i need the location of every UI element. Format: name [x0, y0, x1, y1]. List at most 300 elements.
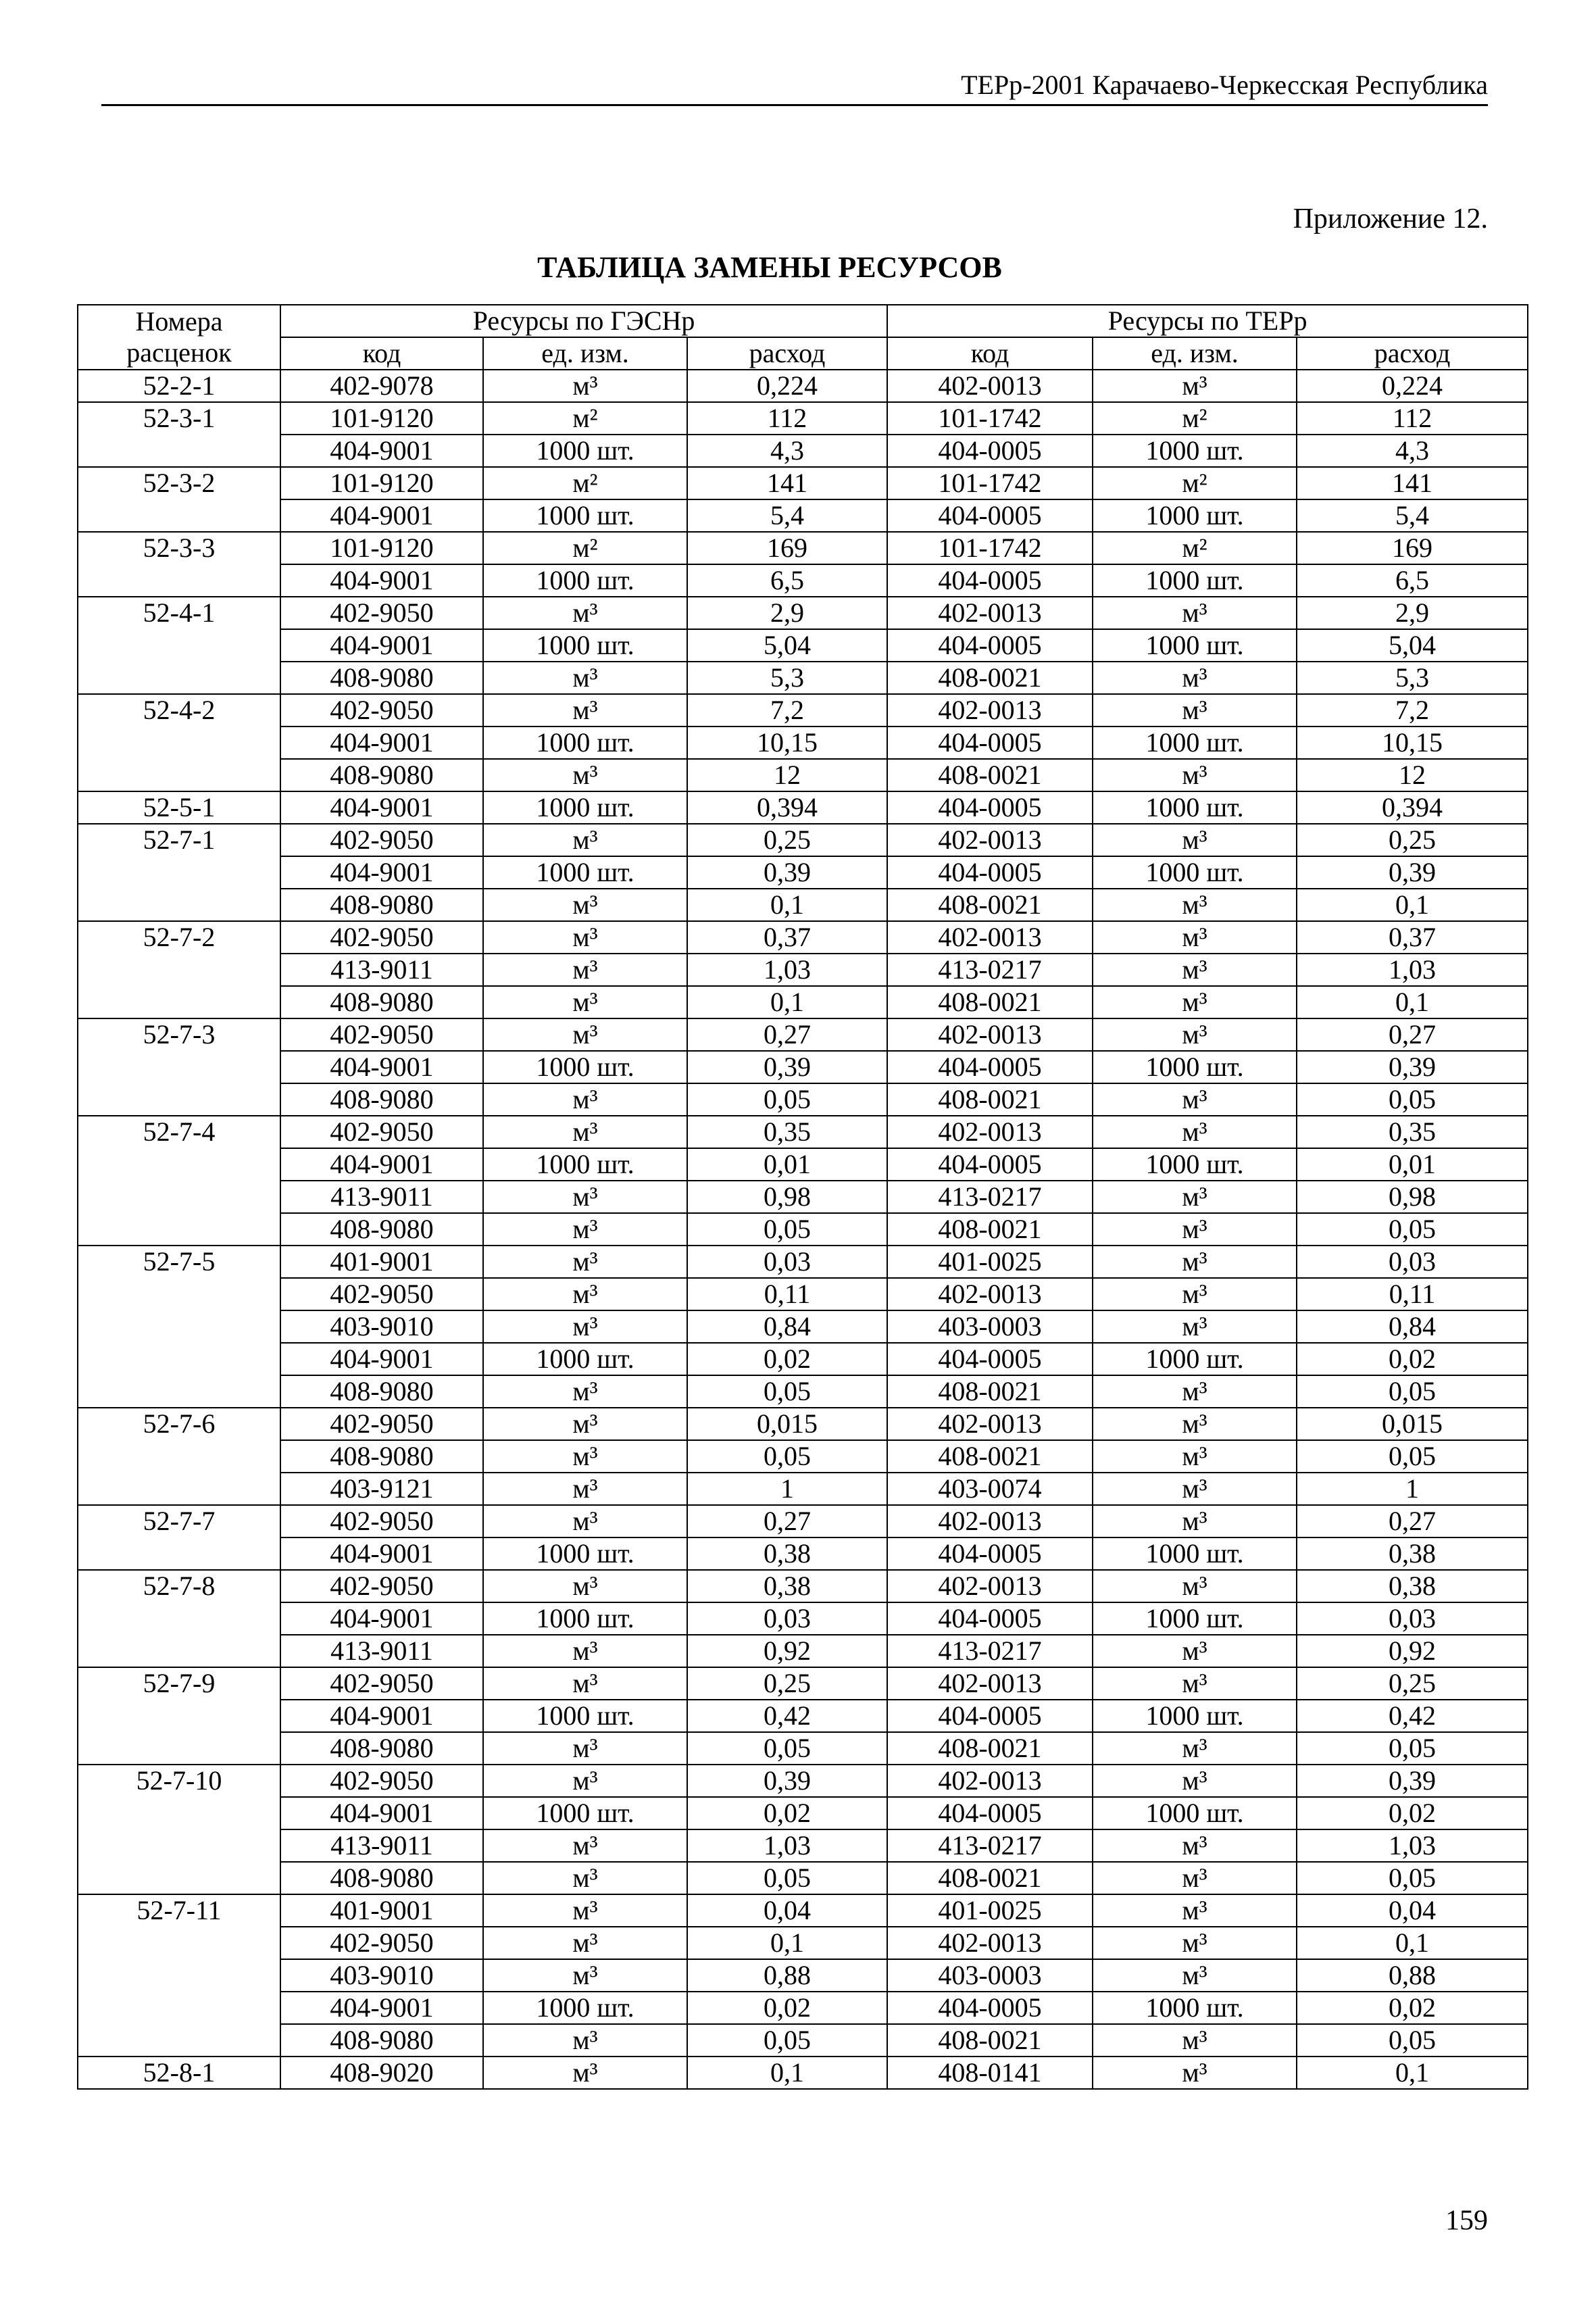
terr-unit-cell: 1000 шт. [1093, 1797, 1297, 1829]
terr-unit-cell: 1000 шт. [1093, 727, 1297, 759]
terr-code-cell: 403-0003 [887, 1959, 1093, 1992]
terr-unit-cell: м³ [1093, 1018, 1297, 1051]
terr-consumption-cell: 12 [1297, 759, 1528, 791]
gesnr-code-cell: 413-9011 [280, 1181, 483, 1213]
terr-code-cell: 402-0013 [887, 694, 1093, 727]
gesnr-code-cell: 408-9080 [280, 1440, 483, 1473]
gesnr-consumption-cell: 0,04 [687, 1894, 887, 1927]
gesnr-code-cell: 402-9050 [280, 1278, 483, 1310]
table-row [78, 2024, 1528, 2057]
rate-number-cell [78, 1700, 280, 1732]
gesnr-unit-cell: 1000 шт. [483, 1797, 687, 1829]
terr-consumption-cell: 0,25 [1297, 824, 1528, 856]
terr-consumption-cell: 0,27 [1297, 1018, 1528, 1051]
gesnr-unit-cell: м² [483, 532, 687, 564]
rate-number-cell [78, 1862, 280, 1894]
gesnr-consumption-cell: 0,39 [687, 1051, 887, 1083]
gesnr-consumption-cell: 0,98 [687, 1181, 887, 1213]
rate-number-cell: 52-3-3 [78, 532, 280, 564]
gesnr-unit-cell: 1000 шт. [483, 499, 687, 532]
terr-unit-cell: 1000 шт. [1093, 1700, 1297, 1732]
terr-consumption-cell: 0,01 [1297, 1148, 1528, 1181]
terr-code-cell: 404-0005 [887, 629, 1093, 662]
rate-number-cell [78, 1148, 280, 1181]
rate-number-cell [78, 1278, 280, 1310]
col-header-terr: Ресурсы по ТЕРр [887, 305, 1528, 337]
gesnr-code-cell: 101-9120 [280, 467, 483, 499]
terr-code-cell: 403-0003 [887, 1310, 1093, 1343]
table-row [78, 1537, 1528, 1570]
gesnr-code-cell: 401-9001 [280, 1894, 483, 1927]
gesnr-unit-cell: м³ [483, 1310, 687, 1343]
terr-code-cell: 408-0021 [887, 1862, 1093, 1894]
table-row [78, 1278, 1528, 1310]
terr-code-cell: 404-0005 [887, 499, 1093, 532]
rate-number-cell: 52-7-2 [78, 921, 280, 954]
gesnr-code-cell: 402-9050 [280, 1018, 483, 1051]
terr-unit-cell: м³ [1093, 889, 1297, 921]
gesnr-unit-cell: 1000 шт. [483, 856, 687, 889]
gesnr-consumption-cell: 0,37 [687, 921, 887, 954]
rate-number-cell: 52-4-1 [78, 597, 280, 629]
gesnr-unit-cell: м³ [483, 1732, 687, 1765]
gesnr-code-cell: 408-9080 [280, 759, 483, 791]
terr-consumption-cell: 0,37 [1297, 921, 1528, 954]
terr-code-cell: 402-0013 [887, 1505, 1093, 1537]
rate-number-cell [78, 1375, 280, 1408]
gesnr-unit-cell: 1000 шт. [483, 1992, 687, 2024]
rate-number-cell [78, 1051, 280, 1083]
terr-consumption-cell: 0,88 [1297, 1959, 1528, 1992]
col-header-gesnr-code: код [280, 337, 483, 370]
gesnr-code-cell: 413-9011 [280, 954, 483, 986]
terr-unit-cell: 1000 шт. [1093, 1343, 1297, 1375]
terr-unit-cell: м³ [1093, 759, 1297, 791]
terr-consumption-cell: 169 [1297, 532, 1528, 564]
rate-number-cell: 52-7-11 [78, 1894, 280, 1927]
col-header-gesnr: Ресурсы по ГЭСНр [280, 305, 887, 337]
terr-unit-cell: м² [1093, 467, 1297, 499]
terr-consumption-cell: 7,2 [1297, 694, 1528, 727]
gesnr-consumption-cell: 0,1 [687, 889, 887, 921]
gesnr-consumption-cell: 0,38 [687, 1570, 887, 1602]
terr-consumption-cell: 0,1 [1297, 986, 1528, 1018]
gesnr-unit-cell: м³ [483, 1181, 687, 1213]
table-row [78, 986, 1528, 1018]
terr-unit-cell: м³ [1093, 694, 1297, 727]
terr-code-cell: 404-0005 [887, 791, 1093, 824]
gesnr-unit-cell: м³ [483, 662, 687, 694]
col-header-terr-code: код [887, 337, 1093, 370]
gesnr-code-cell: 408-9080 [280, 1732, 483, 1765]
gesnr-unit-cell: м³ [483, 597, 687, 629]
gesnr-code-cell: 408-9080 [280, 1375, 483, 1408]
table-row [78, 1635, 1528, 1667]
rate-number-cell [78, 986, 280, 1018]
terr-code-cell: 404-0005 [887, 856, 1093, 889]
terr-code-cell: 401-0025 [887, 1894, 1093, 1927]
rate-number-cell [78, 1537, 280, 1570]
terr-consumption-cell: 1,03 [1297, 954, 1528, 986]
table-row [78, 1667, 1528, 1700]
rate-number-cell [78, 954, 280, 986]
terr-unit-cell: 1000 шт. [1093, 1051, 1297, 1083]
rate-number-cell [78, 1732, 280, 1765]
gesnr-unit-cell: м³ [483, 1829, 687, 1862]
terr-code-cell: 101-1742 [887, 532, 1093, 564]
gesnr-code-cell: 408-9080 [280, 889, 483, 921]
running-header [101, 66, 1488, 106]
gesnr-code-cell: 404-9001 [280, 791, 483, 824]
col-header-terr-unit: ед. изм. [1093, 337, 1297, 370]
gesnr-consumption-cell: 0,05 [687, 1213, 887, 1246]
terr-code-cell: 408-0021 [887, 1083, 1093, 1116]
col-header-gesnr-unit: ед. изм. [483, 337, 687, 370]
gesnr-consumption-cell: 12 [687, 759, 887, 791]
gesnr-code-cell: 403-9010 [280, 1959, 483, 1992]
rate-number-cell: 52-5-1 [78, 791, 280, 824]
gesnr-consumption-cell: 6,5 [687, 564, 887, 597]
terr-consumption-cell: 1,03 [1297, 1829, 1528, 1862]
gesnr-unit-cell: 1000 шт. [483, 791, 687, 824]
terr-code-cell: 404-0005 [887, 564, 1093, 597]
table-row [78, 791, 1528, 824]
col-header-terr-consumption: расход [1297, 337, 1528, 370]
gesnr-unit-cell: м³ [483, 1473, 687, 1505]
terr-unit-cell: м³ [1093, 1894, 1297, 1927]
rate-number-cell: 52-7-8 [78, 1570, 280, 1602]
terr-unit-cell: м³ [1093, 2057, 1297, 2089]
gesnr-unit-cell: м³ [483, 1375, 687, 1408]
terr-consumption-cell: 1 [1297, 1473, 1528, 1505]
terr-unit-cell: м³ [1093, 1635, 1297, 1667]
page-number: 159 [1445, 2205, 1488, 2236]
table-row [78, 1732, 1528, 1765]
running-header-title: ТЕРр-2001 Карачаево-Черкесская Республика [961, 70, 1488, 100]
rate-number-cell [78, 856, 280, 889]
table-row [78, 1473, 1528, 1505]
table-row [78, 1894, 1528, 1927]
gesnr-consumption-cell: 2,9 [687, 597, 887, 629]
gesnr-consumption-cell: 0,224 [687, 370, 887, 402]
rate-number-cell [78, 1310, 280, 1343]
gesnr-consumption-cell: 1,03 [687, 1829, 887, 1862]
terr-unit-cell: м³ [1093, 1440, 1297, 1473]
gesnr-consumption-cell: 0,05 [687, 1732, 887, 1765]
col-header-rate-numbers: Номера расценок [78, 305, 280, 370]
terr-unit-cell: м³ [1093, 662, 1297, 694]
rate-number-cell [78, 1829, 280, 1862]
terr-consumption-cell: 141 [1297, 467, 1528, 499]
gesnr-consumption-cell: 0,25 [687, 1667, 887, 1700]
gesnr-consumption-cell: 1,03 [687, 954, 887, 986]
table-row [78, 1213, 1528, 1246]
gesnr-unit-cell: 1000 шт. [483, 1343, 687, 1375]
terr-unit-cell: м³ [1093, 1278, 1297, 1310]
terr-consumption-cell: 0,05 [1297, 1862, 1528, 1894]
table-row [78, 629, 1528, 662]
table-body [78, 370, 1528, 2089]
terr-consumption-cell: 4,3 [1297, 435, 1528, 467]
table-row [78, 532, 1528, 564]
gesnr-consumption-cell: 7,2 [687, 694, 887, 727]
rate-number-cell [78, 1927, 280, 1959]
rate-number-cell [78, 1959, 280, 1992]
gesnr-unit-cell: 1000 шт. [483, 727, 687, 759]
terr-code-cell: 402-0013 [887, 824, 1093, 856]
rate-number-cell [78, 1083, 280, 1116]
rate-number-cell: 52-7-9 [78, 1667, 280, 1700]
gesnr-code-cell: 402-9050 [280, 1570, 483, 1602]
terr-consumption-cell: 0,27 [1297, 1505, 1528, 1537]
gesnr-code-cell: 402-9050 [280, 824, 483, 856]
terr-code-cell: 402-0013 [887, 1278, 1093, 1310]
terr-unit-cell: м³ [1093, 1959, 1297, 1992]
gesnr-consumption-cell: 0,05 [687, 1862, 887, 1894]
terr-unit-cell: м² [1093, 402, 1297, 435]
table-row [78, 1148, 1528, 1181]
gesnr-consumption-cell: 0,39 [687, 1765, 887, 1797]
terr-consumption-cell: 2,9 [1297, 597, 1528, 629]
terr-consumption-cell: 0,38 [1297, 1570, 1528, 1602]
gesnr-consumption-cell: 0,42 [687, 1700, 887, 1732]
terr-unit-cell: м³ [1093, 370, 1297, 402]
gesnr-code-cell: 403-9121 [280, 1473, 483, 1505]
terr-unit-cell: м² [1093, 532, 1297, 564]
terr-consumption-cell: 0,39 [1297, 1051, 1528, 1083]
terr-consumption-cell: 0,11 [1297, 1278, 1528, 1310]
gesnr-code-cell: 404-9001 [280, 435, 483, 467]
terr-unit-cell: 1000 шт. [1093, 499, 1297, 532]
gesnr-code-cell: 402-9050 [280, 694, 483, 727]
gesnr-consumption-cell: 5,3 [687, 662, 887, 694]
gesnr-code-cell: 101-9120 [280, 402, 483, 435]
table-row [78, 1246, 1528, 1278]
gesnr-code-cell: 402-9050 [280, 1667, 483, 1700]
terr-code-cell: 404-0005 [887, 1992, 1093, 2024]
table-row [78, 694, 1528, 727]
rate-number-cell [78, 727, 280, 759]
gesnr-unit-cell: м³ [483, 1894, 687, 1927]
terr-unit-cell: 1000 шт. [1093, 1602, 1297, 1635]
gesnr-unit-cell: м³ [483, 1570, 687, 1602]
terr-consumption-cell: 0,05 [1297, 1440, 1528, 1473]
gesnr-consumption-cell: 0,1 [687, 986, 887, 1018]
gesnr-consumption-cell: 0,84 [687, 1310, 887, 1343]
terr-code-cell: 404-0005 [887, 1343, 1093, 1375]
terr-code-cell: 404-0005 [887, 1148, 1093, 1181]
table-row [78, 467, 1528, 499]
rate-number-cell [78, 564, 280, 597]
gesnr-consumption-cell: 0,39 [687, 856, 887, 889]
gesnr-consumption-cell: 0,25 [687, 824, 887, 856]
terr-code-cell: 408-0021 [887, 2024, 1093, 2057]
terr-consumption-cell: 5,4 [1297, 499, 1528, 532]
gesnr-consumption-cell: 0,02 [687, 1992, 887, 2024]
table-row [78, 402, 1528, 435]
gesnr-code-cell: 402-9050 [280, 1927, 483, 1959]
gesnr-consumption-cell: 0,02 [687, 1797, 887, 1829]
gesnr-code-cell: 402-9050 [280, 1765, 483, 1797]
rate-number-cell: 52-7-1 [78, 824, 280, 856]
gesnr-unit-cell: 1000 шт. [483, 435, 687, 467]
terr-consumption-cell: 0,015 [1297, 1408, 1528, 1440]
gesnr-code-cell: 404-9001 [280, 727, 483, 759]
rate-number-cell: 52-7-3 [78, 1018, 280, 1051]
gesnr-consumption-cell: 1 [687, 1473, 887, 1505]
gesnr-consumption-cell: 0,88 [687, 1959, 887, 1992]
terr-code-cell: 402-0013 [887, 1408, 1093, 1440]
terr-unit-cell: м³ [1093, 1862, 1297, 1894]
gesnr-code-cell: 404-9001 [280, 629, 483, 662]
terr-unit-cell: м³ [1093, 1181, 1297, 1213]
gesnr-consumption-cell: 0,05 [687, 2024, 887, 2057]
terr-unit-cell: м³ [1093, 1375, 1297, 1408]
gesnr-code-cell: 404-9001 [280, 1343, 483, 1375]
gesnr-unit-cell: м³ [483, 1927, 687, 1959]
table-row [78, 1797, 1528, 1829]
terr-unit-cell: м³ [1093, 1310, 1297, 1343]
gesnr-consumption-cell: 0,01 [687, 1148, 887, 1181]
terr-unit-cell: м³ [1093, 597, 1297, 629]
gesnr-code-cell: 402-9050 [280, 1505, 483, 1537]
table-row [78, 824, 1528, 856]
gesnr-code-cell: 404-9001 [280, 1700, 483, 1732]
terr-consumption-cell: 0,98 [1297, 1181, 1528, 1213]
terr-code-cell: 404-0005 [887, 435, 1093, 467]
gesnr-consumption-cell: 0,05 [687, 1083, 887, 1116]
table-title-text: ТАБЛИЦА ЗАМЕНЫ РЕСУРСОВ [537, 251, 1002, 284]
gesnr-code-cell: 408-9080 [280, 1213, 483, 1246]
gesnr-unit-cell: м³ [483, 1213, 687, 1246]
terr-unit-cell: м³ [1093, 1667, 1297, 1700]
table-row [78, 1408, 1528, 1440]
gesnr-consumption-cell: 0,11 [687, 1278, 887, 1310]
terr-code-cell: 408-0021 [887, 889, 1093, 921]
terr-consumption-cell: 0,05 [1297, 1732, 1528, 1765]
rate-number-cell [78, 629, 280, 662]
gesnr-unit-cell: м³ [483, 759, 687, 791]
gesnr-code-cell: 413-9011 [280, 1829, 483, 1862]
gesnr-consumption-cell: 141 [687, 467, 887, 499]
gesnr-unit-cell: м³ [483, 1408, 687, 1440]
terr-code-cell: 413-0217 [887, 954, 1093, 986]
table-row [78, 1018, 1528, 1051]
gesnr-code-cell: 403-9010 [280, 1310, 483, 1343]
table-title [0, 249, 1596, 287]
gesnr-consumption-cell: 0,1 [687, 1927, 887, 1959]
gesnr-unit-cell: м³ [483, 889, 687, 921]
terr-unit-cell: 1000 шт. [1093, 1148, 1297, 1181]
gesnr-code-cell: 404-9001 [280, 564, 483, 597]
terr-unit-cell: 1000 шт. [1093, 1537, 1297, 1570]
gesnr-consumption-cell: 0,394 [687, 791, 887, 824]
col-header-gesnr-consumption: расход [687, 337, 887, 370]
gesnr-consumption-cell: 0,27 [687, 1018, 887, 1051]
table-row [78, 2057, 1528, 2089]
rate-number-cell [78, 2024, 280, 2057]
table-row [78, 954, 1528, 986]
terr-unit-cell: м³ [1093, 1246, 1297, 1278]
terr-consumption-cell: 0,38 [1297, 1537, 1528, 1570]
terr-consumption-cell: 0,05 [1297, 2024, 1528, 2057]
rate-number-cell: 52-7-5 [78, 1246, 280, 1278]
terr-code-cell: 402-0013 [887, 1116, 1093, 1148]
terr-unit-cell: м³ [1093, 1505, 1297, 1537]
gesnr-unit-cell: м³ [483, 986, 687, 1018]
table-row [78, 1992, 1528, 2024]
table-row [78, 727, 1528, 759]
table-subheader-row [78, 337, 1528, 370]
gesnr-unit-cell: м³ [483, 370, 687, 402]
terr-consumption-cell: 0,04 [1297, 1894, 1528, 1927]
terr-consumption-cell: 0,25 [1297, 1667, 1528, 1700]
gesnr-consumption-cell: 0,015 [687, 1408, 887, 1440]
rate-number-cell: 52-4-2 [78, 694, 280, 727]
terr-unit-cell: м³ [1093, 824, 1297, 856]
gesnr-unit-cell: м³ [483, 694, 687, 727]
gesnr-code-cell: 404-9001 [280, 1537, 483, 1570]
terr-unit-cell: 1000 шт. [1093, 791, 1297, 824]
gesnr-consumption-cell: 112 [687, 402, 887, 435]
gesnr-unit-cell: м² [483, 402, 687, 435]
gesnr-consumption-cell: 169 [687, 532, 887, 564]
terr-consumption-cell: 0,05 [1297, 1375, 1528, 1408]
rate-number-cell [78, 1343, 280, 1375]
terr-code-cell: 402-0013 [887, 1765, 1093, 1797]
gesnr-consumption-cell: 0,1 [687, 2057, 887, 2089]
terr-consumption-cell: 6,5 [1297, 564, 1528, 597]
rate-number-cell [78, 499, 280, 532]
table-row [78, 597, 1528, 629]
gesnr-consumption-cell: 5,4 [687, 499, 887, 532]
rate-number-cell [78, 889, 280, 921]
gesnr-code-cell: 402-9050 [280, 921, 483, 954]
terr-code-cell: 401-0025 [887, 1246, 1093, 1278]
terr-code-cell: 402-0013 [887, 1018, 1093, 1051]
table-row [78, 370, 1528, 402]
terr-code-cell: 404-0005 [887, 1602, 1093, 1635]
terr-code-cell: 408-0141 [887, 2057, 1093, 2089]
gesnr-consumption-cell: 10,15 [687, 727, 887, 759]
terr-consumption-cell: 0,42 [1297, 1700, 1528, 1732]
gesnr-code-cell: 402-9050 [280, 1116, 483, 1148]
table-row [78, 1181, 1528, 1213]
gesnr-consumption-cell: 0,03 [687, 1602, 887, 1635]
gesnr-unit-cell: 1000 шт. [483, 1537, 687, 1570]
gesnr-unit-cell: м³ [483, 2057, 687, 2089]
terr-consumption-cell: 0,84 [1297, 1310, 1528, 1343]
gesnr-unit-cell: м³ [483, 1440, 687, 1473]
table-row [78, 1505, 1528, 1537]
terr-code-cell: 404-0005 [887, 1051, 1093, 1083]
rate-number-cell [78, 662, 280, 694]
gesnr-code-cell: 408-9080 [280, 1862, 483, 1894]
terr-code-cell: 413-0217 [887, 1829, 1093, 1862]
table-row [78, 1862, 1528, 1894]
gesnr-code-cell: 413-9011 [280, 1635, 483, 1667]
terr-consumption-cell: 0,92 [1297, 1635, 1528, 1667]
terr-unit-cell: м³ [1093, 1408, 1297, 1440]
rate-number-cell [78, 1635, 280, 1667]
gesnr-code-cell: 404-9001 [280, 1051, 483, 1083]
gesnr-code-cell: 408-9080 [280, 1083, 483, 1116]
rate-number-cell [78, 1181, 280, 1213]
table-header-row [78, 305, 1528, 337]
terr-unit-cell: м³ [1093, 986, 1297, 1018]
gesnr-code-cell: 402-9050 [280, 597, 483, 629]
rate-number-cell: 52-7-6 [78, 1408, 280, 1440]
